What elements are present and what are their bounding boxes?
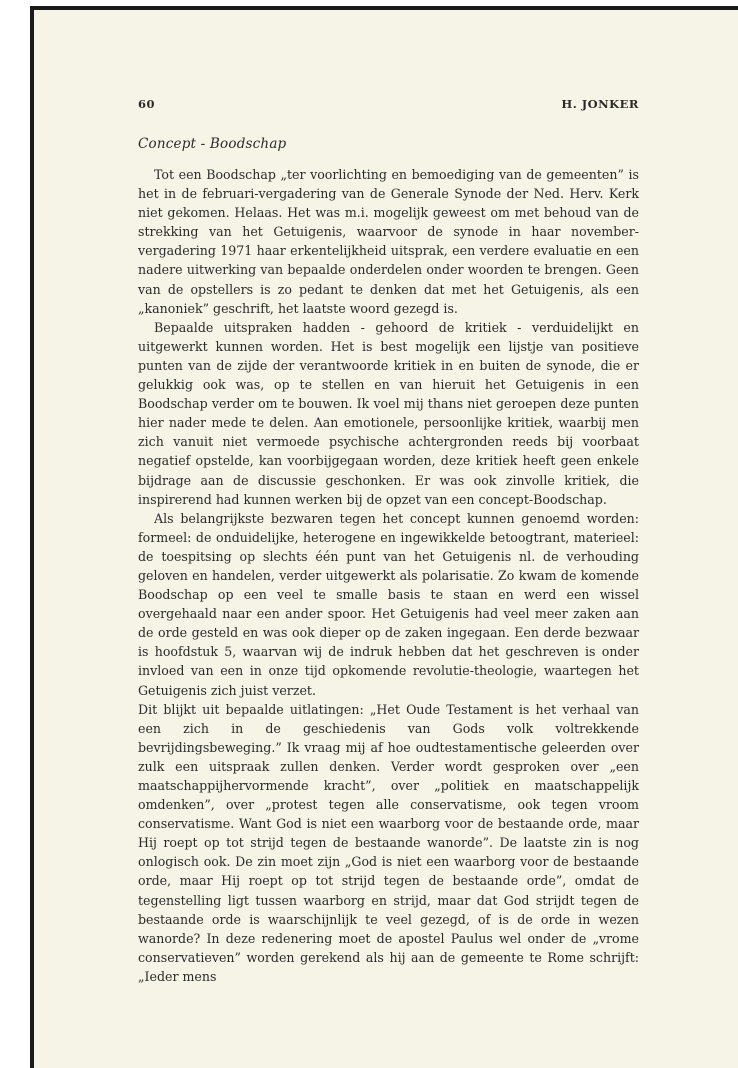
paragraph: Tot een Boodschap „ter voorlichting en bemoediging van de gemeenten” is het in de februari-vergadering van de Generale Synode der Ned. Herv. Kerk niet gekomen. Helaas. Het was m.i. mogelijk geweest om met behoud van de strekking van het Getuigenis, waarvoor de synode in haar november-vergadering 1971 haar erkentelijkheid uitsprak, een verdere evaluatie en een nadere uitwerking van bepaalde onderdelen onder woorden te brengen. Geen van de opstellers is zo pedant te denken dat met het Getuigenis, als een „kanoniek” geschrift, het laatste woord gezegd is. (138, 167, 639, 316)
author-name: H. JONKER (561, 97, 639, 111)
paragraph: Bepaalde uitspraken hadden - gehoord de kritiek - verduidelijkt en uitgewerkt kunnen worden. Het is best mogelijk een lijstje van positieve punten van de zijde der verantwoorde kritiek in en buiten de synode, die er gelukkig ook was, op te stellen en van hieruit het Getuigenis in een Boodschap verder om te bouwen. Ik voel mij thans niet geroepen deze punten hier nader mede te delen. Aan emotionele, persoonlijke kritiek, waarbij men zich vanuit niet vermoede psychische achtergronden reeds bij voorbaat negatief opstelde, kan voorbijgegaan worden, deze kritiek heeft geen enkele bijdrage aan de discussie geschonken. Er was ook zinvolle kritiek, die inspirerend had kunnen werken bij de opzet van een concept-Boodschap. (138, 319, 639, 507)
paragraph: Als belangrijkste bezwaren tegen het concept kunnen genoemd worden: formeel: de onduidelijke, heterogene en ingewikkelde betoogtrant, materieel: de toespitsing op slechts één punt van het Getuigenis nl. de verhouding geloven en handelen, verder uitgewerkt als polarisatie. Zo kwam de komende Boodschap op een veel te smalle basis te staan en werd een wissel overgehaald naar een ander spoor. Het Getuigenis had veel meer zaken aan de orde gesteld en was ook dieper op de zaken ingegaan. Een derde bezwaar is hoofdstuk 5, waarvan wij de indruk hebben dat het geschreven is onder invloed van een in onze tijd opkomende revolutie-theologie, waartegen het Getuigenis zich juist verzet. (138, 510, 639, 698)
paragraph: Dit blijkt uit bepaalde uitlatingen: „Het Oude Testament is het verhaal van een zich in de geschiedenis van Gods volk voltrekkende bevrijdingsbeweging.” Ik vraag mij af hoe oudtestamentische geleerden over zulk een uitspraak zullen denken. Verder wordt gesproken over „een maatschappijhervormende kracht”, over „politiek en maatschappelijk omdenken”, over „protest tegen alle conservatisme, ook tegen vroom conservatisme. Want God is niet een waarborg voor de bestaande orde, maar Hij roept op tot strijd tegen de bestaande wanorde”. De laatste zin is nog onlogisch ook. De zin moet zijn „God is niet een waarborg voor de bestaande orde, maar Hij roept op tot strijd tegen de bestaande orde”, omdat de tegenstelling ligt tussen waarborg en strijd, maar dat God strijdt tegen de bestaande orde is waarschijnlijk te veel gezegd, of is de orde in wezen wanorde? In deze redenering moet de apostel Paulus wel onder de „vrome conservatieven” worden gerekend als hij aan de gemeente te Rome schrijft: „Ieder mens (138, 701, 639, 984)
body-text (138, 165, 639, 986)
running-head (138, 97, 639, 115)
section-title: Concept - Boodschap (138, 136, 287, 152)
page-number: 60 (138, 97, 156, 111)
book-page (30, 6, 738, 1068)
page-content (138, 97, 639, 986)
